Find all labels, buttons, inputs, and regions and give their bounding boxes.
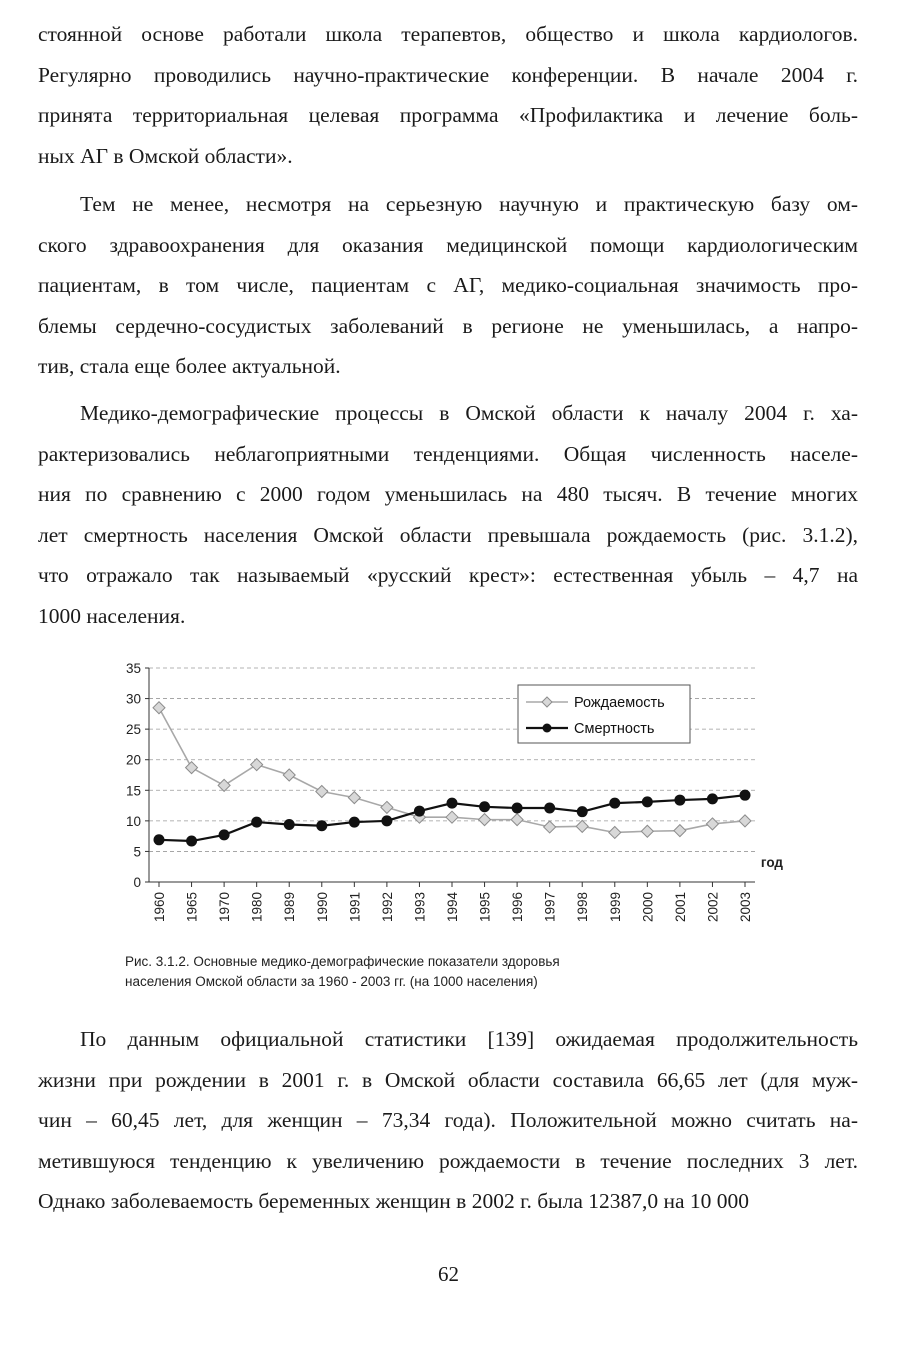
text-line: что отражало так называемый «русский крест»: естественная убыль – 4,7 на <box>38 563 858 587</box>
paragraph <box>38 1019 858 1222</box>
text-line: стоянной основе работали школа терапевтов, общество и школа кардиологов. <box>38 22 858 46</box>
death-rate-point <box>219 829 230 840</box>
x-tick-label: 1980 <box>249 892 265 923</box>
text-line: Регулярно проводились научно-практические конференции. В начале 2004 г. <box>38 62 858 87</box>
x-tick-label: 1965 <box>184 892 200 923</box>
birth-rate-point <box>706 818 718 830</box>
y-tick-label: 5 <box>133 844 141 860</box>
death-rate-point <box>381 815 392 826</box>
page-number: 62 <box>438 1262 459 1286</box>
legend-marker <box>543 724 552 733</box>
text-line: Медико-демографические процессы в Омской области к началу 2004 г. ха- <box>80 401 858 425</box>
death-rate-point <box>447 798 458 809</box>
x-tick-label: 1997 <box>542 892 558 923</box>
birth-rate-point <box>381 801 393 813</box>
birth-rate-point <box>544 821 556 833</box>
birth-rate-point <box>251 759 263 771</box>
birth-rate-point <box>283 769 295 781</box>
birth-rate-point <box>739 815 751 827</box>
text-line: 1000 населения. <box>38 603 186 628</box>
birth-rate-point <box>511 814 523 826</box>
death-rate-point <box>577 806 588 817</box>
y-tick-label: 0 <box>133 875 141 890</box>
birth-rate-point <box>641 825 653 837</box>
paragraph <box>38 184 858 387</box>
x-tick-label: 1989 <box>282 892 298 923</box>
text-line: метившуюся тенденцию к увеличению рождаемости в течение последних 3 лет. <box>38 1148 858 1173</box>
death-rate-point <box>154 834 165 845</box>
x-tick-label: 2002 <box>705 892 721 923</box>
y-tick-label: 25 <box>125 722 141 738</box>
y-tick-label: 35 <box>125 661 141 676</box>
demographics-line-chart <box>110 652 790 952</box>
death-rate-point <box>512 803 523 814</box>
birth-rate-point <box>576 820 588 832</box>
birth-rate-point <box>186 762 198 774</box>
death-rate-point <box>674 795 685 806</box>
x-tick-label: 1998 <box>575 892 591 923</box>
birth-rate-point <box>348 792 360 804</box>
birth-rate-point <box>218 779 230 791</box>
text-line: ных АГ в Омской области». <box>38 143 293 168</box>
birth-rate-point <box>316 786 328 798</box>
text-line: рактеризовались неблагоприятными тенденциями. Общая численность населе- <box>38 441 858 466</box>
text-line: По данным официальной статистики [139] ожидаемая продолжительность <box>80 1027 858 1051</box>
birth-rate-point <box>446 811 458 823</box>
y-tick-label: 15 <box>125 783 141 799</box>
text-line: ния по сравнению с 2000 годом уменьшилась на 480 тысяч. В течение многих <box>38 482 858 506</box>
x-axis-label: год <box>760 855 783 870</box>
text-line: Однако заболеваемость беременных женщин в 2002 г. была 12387,0 на 10 000 <box>38 1189 750 1213</box>
death-rate-point <box>316 820 327 831</box>
text-line: блемы сердечно-сосудистых заболеваний в регионе не уменьшилась, а напро- <box>38 313 858 338</box>
death-rate-point <box>284 819 295 830</box>
x-tick-label: 1991 <box>347 892 363 923</box>
legend-label: Смертность <box>574 721 655 737</box>
text-line: чин – 60,45 лет, для женщин – 73,34 года). Положительной можно считать на- <box>38 1108 858 1132</box>
paragraph <box>38 14 858 176</box>
x-tick-label: 2001 <box>672 892 688 923</box>
x-tick-label: 1994 <box>445 892 460 923</box>
birth-rate-point <box>674 825 686 837</box>
text-line: Тем не менее, несмотря на серьезную научную и практическую базу ом- <box>80 192 858 216</box>
text-line: жизни при рождении в 2001 г. в Омской области составила 66,65 лет (для муж- <box>38 1067 858 1092</box>
death-rate-point <box>707 793 718 804</box>
x-tick-label: 1993 <box>412 892 428 923</box>
death-rate-point <box>251 817 262 828</box>
x-tick-label: 1970 <box>217 892 233 923</box>
x-tick-label: 1995 <box>477 892 493 923</box>
text-line: тив, стала еще более актуальной. <box>38 354 341 378</box>
y-tick-label: 30 <box>125 691 141 707</box>
x-tick-label: 1999 <box>607 892 623 923</box>
birth-rate-point <box>479 814 491 826</box>
death-rate-point <box>349 817 360 828</box>
paragraph <box>38 393 858 636</box>
death-rate-point <box>609 798 620 809</box>
figure-caption <box>125 952 775 992</box>
birth-rate-point <box>153 702 165 714</box>
chart-figure <box>110 652 790 1002</box>
figure-caption-line-2: населения Омской области за 1960 - 2003 гг. (на 1000 населения) <box>125 974 538 989</box>
death-rate-point <box>414 806 425 817</box>
x-tick-label: 1960 <box>152 892 167 923</box>
x-tick-label: 1992 <box>379 892 395 923</box>
figure-caption-line-1: Рис. 3.1.2. Основные медико-демографические показатели здоровья <box>125 954 560 969</box>
death-rate-point <box>479 801 490 812</box>
text-line: ского здравоохранения для оказания медицинской помощи кардиологическим <box>38 232 858 257</box>
x-tick-label: 1996 <box>510 892 526 923</box>
death-rate-point <box>740 790 751 801</box>
text-line: принята территориальная целевая программа «Профилактика и лечение боль- <box>38 103 858 127</box>
text-line: лет смертность населения Омской области превышала рождаемость (рис. 3.1.2), <box>38 522 858 547</box>
legend-label: Рождаемость <box>574 695 665 711</box>
birth-rate-point <box>609 826 621 838</box>
death-rate-point <box>642 796 653 807</box>
x-tick-label: 1990 <box>314 892 330 923</box>
death-rate-point <box>544 803 555 814</box>
x-tick-label: 2003 <box>738 892 753 923</box>
y-tick-label: 10 <box>125 813 141 829</box>
x-tick-label: 2000 <box>640 892 656 923</box>
y-tick-label: 20 <box>125 752 141 768</box>
death-rate-point <box>186 836 197 847</box>
text-line: пациентам, в том числе, пациентам с АГ, медико-социальная значимость про- <box>38 273 858 297</box>
